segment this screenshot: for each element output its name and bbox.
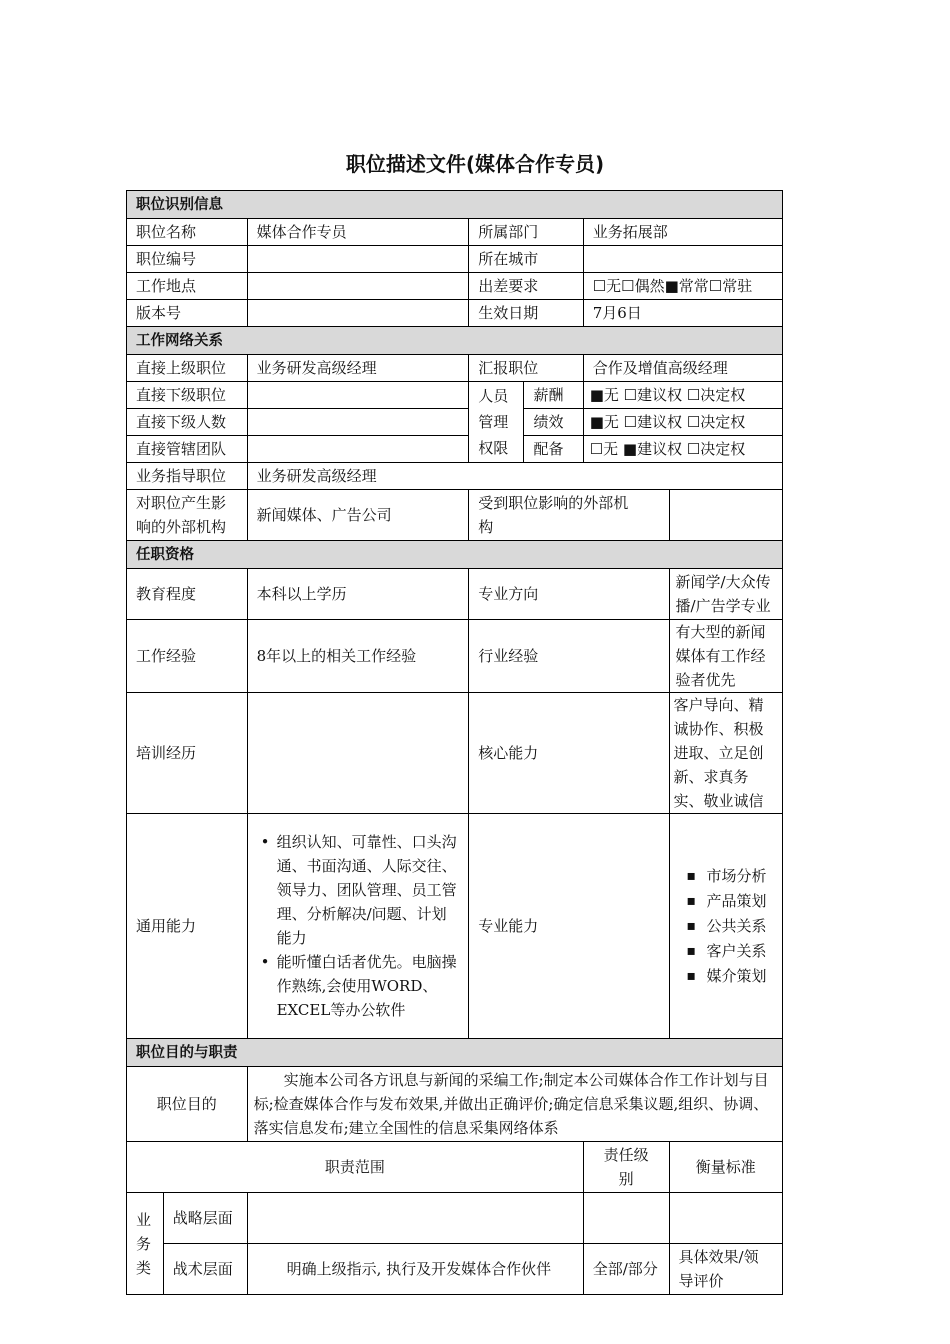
city-label: 所在城市 xyxy=(469,246,583,273)
level-header: 责任级别 xyxy=(583,1142,669,1193)
performance-label: 绩效 xyxy=(524,409,583,436)
core-value: 客户导向、精诚协作、积极进取、立足创新、求真务实、敬业诚信 xyxy=(669,693,782,814)
education-value: 本科以上学历 xyxy=(247,569,469,620)
effective-value: 7月6日 xyxy=(583,300,782,327)
industry-value: 有大型的新闻媒体有工作经验者优先 xyxy=(669,620,782,693)
personnel-label-1: 人员 xyxy=(478,387,509,405)
strategic-level xyxy=(583,1193,669,1244)
job-description-table xyxy=(126,190,783,1295)
travel-value: ☐无☐偶然■常常☐常驻 xyxy=(583,273,782,300)
subordinate-value xyxy=(247,382,469,409)
experience-value: 8年以上的相关工作经验 xyxy=(247,620,469,693)
training-label: 培训经历 xyxy=(127,693,248,814)
section-network: 工作网络关系 xyxy=(127,327,783,355)
general-ability-list xyxy=(257,830,460,1022)
sub-count-value xyxy=(247,409,469,436)
core-label: 核心能力 xyxy=(469,693,669,814)
travel-label: 出差要求 xyxy=(469,273,583,300)
location-value xyxy=(247,273,469,300)
professional-ability-item: ▪ 媒介策划 xyxy=(707,964,773,989)
general-label: 通用能力 xyxy=(127,814,248,1039)
version-value xyxy=(247,300,469,327)
professional-ability-item: ▪ 产品策划 xyxy=(707,889,773,914)
subordinate-label: 直接下级职位 xyxy=(127,382,248,409)
job-no-label: 职位编号 xyxy=(127,246,248,273)
professional-ability-item: ▪ 市场分析 xyxy=(707,864,773,889)
measure-header: 衡量标准 xyxy=(669,1142,782,1193)
staffing-label: 配备 xyxy=(524,436,583,463)
general-ability-item: • 能听懂白话者优先。电脑操作熟练,会使用WORD、EXCEL等办公软件 xyxy=(277,950,460,1022)
tactical-text: 明确上级指示, 执行及开发媒体合作伙伴 xyxy=(247,1244,583,1295)
report-label: 汇报职位 xyxy=(469,355,583,382)
section-qualification: 任职资格 xyxy=(127,541,783,569)
version-label: 版本号 xyxy=(127,300,248,327)
training-value xyxy=(247,693,469,814)
purpose-label: 职位目的 xyxy=(127,1067,248,1142)
staffing-value: ☐无 ■建议权 ☐决定权 xyxy=(583,436,782,463)
salary-label: 薪酬 xyxy=(524,382,583,409)
team-label: 直接管辖团队 xyxy=(127,436,248,463)
performance-value: ■无 ☐建议权 ☐决定权 xyxy=(583,409,782,436)
guide-value: 业务研发高级经理 xyxy=(247,463,782,490)
major-value: 新闻学/大众传播/广告学专业 xyxy=(669,569,782,620)
education-label: 教育程度 xyxy=(127,569,248,620)
section-purpose: 职位目的与职责 xyxy=(127,1039,783,1067)
personnel-label-2: 管理 xyxy=(478,413,509,431)
dept-label: 所属部门 xyxy=(469,219,583,246)
personnel-label-3: 权限 xyxy=(478,439,509,457)
team-value xyxy=(247,436,469,463)
superior-label: 直接上级职位 xyxy=(127,355,248,382)
dept-value: 业务拓展部 xyxy=(583,219,782,246)
tactical-label: 战术层面 xyxy=(163,1244,247,1295)
location-label: 工作地点 xyxy=(127,273,248,300)
effective-label: 生效日期 xyxy=(469,300,583,327)
strategic-text xyxy=(247,1193,583,1244)
personnel-authority-label xyxy=(469,382,524,463)
guide-label: 业务指导职位 xyxy=(127,463,248,490)
major-label: 专业方向 xyxy=(469,569,669,620)
salary-value: ■无 ☐建议权 ☐决定权 xyxy=(583,382,782,409)
job-name-value: 媒体合作专员 xyxy=(247,219,469,246)
tactical-measure: 具体效果/领导评价 xyxy=(669,1244,782,1295)
job-no-value xyxy=(247,246,469,273)
superior-value: 业务研发高级经理 xyxy=(247,355,469,382)
purpose-text: 实施本公司各方讯息与新闻的采编工作;制定本公司媒体合作工作计划与目标;检查媒体合作与发布效果,并做出正确评价;确定信息采集议题,组织、协调、落实信息发布;建立全国性的信息采集网络体系 xyxy=(247,1067,782,1142)
page-title: 职位描述文件(媒体合作专员) xyxy=(345,152,605,176)
professional-label: 专业能力 xyxy=(469,814,669,1039)
tactical-level: 全部/部分 xyxy=(583,1244,669,1295)
city-value xyxy=(583,246,782,273)
ext-influence-value: 新闻媒体、广告公司 xyxy=(247,490,469,541)
industry-label: 行业经验 xyxy=(469,620,669,693)
professional-ability-item: ▪ 公共关系 xyxy=(707,914,773,939)
strategic-measure xyxy=(669,1193,782,1244)
professional-ability-item: ▪ 客户关系 xyxy=(707,939,773,964)
category-label: 业务类 xyxy=(127,1193,164,1295)
professional-value xyxy=(669,814,782,1039)
section-identification: 职位识别信息 xyxy=(127,191,783,219)
job-name-label: 职位名称 xyxy=(127,219,248,246)
general-value xyxy=(247,814,469,1039)
general-ability-item: • 组织认知、可靠性、口头沟通、书面沟通、人际交往、领导力、团队管理、员工管理、分析解决/问题、计划能力 xyxy=(277,830,460,950)
ext-affected-value xyxy=(669,490,782,541)
ext-influence-label: 对职位产生影响的外部机构 xyxy=(127,490,248,541)
scope-header: 职责范围 xyxy=(127,1142,584,1193)
professional-ability-list xyxy=(679,864,773,989)
sub-count-label: 直接下级人数 xyxy=(127,409,248,436)
ext-affected-label: 受到职位影响的外部机构 xyxy=(469,490,669,541)
experience-label: 工作经验 xyxy=(127,620,248,693)
strategic-label: 战略层面 xyxy=(163,1193,247,1244)
report-value: 合作及增值高级经理 xyxy=(583,355,782,382)
